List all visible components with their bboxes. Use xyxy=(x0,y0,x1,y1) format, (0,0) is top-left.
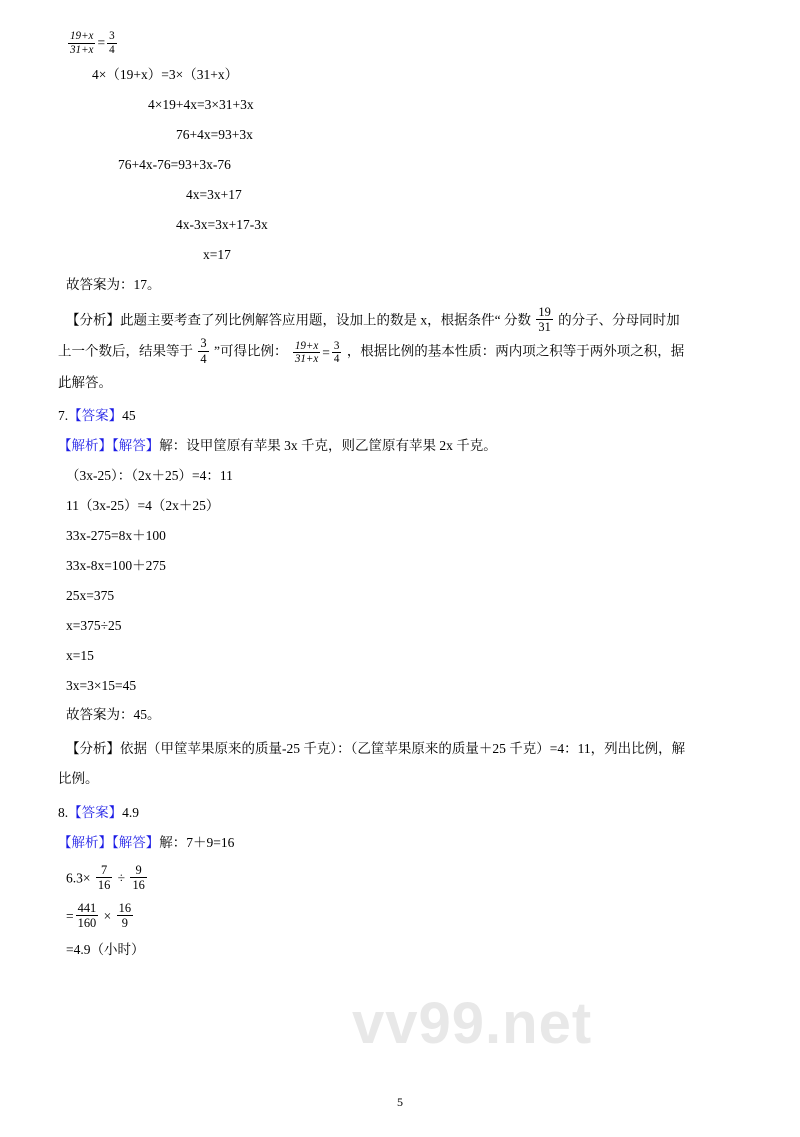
fraction-right: $\frac{3}{4}$ xyxy=(333,339,340,366)
item8-explain-line xyxy=(58,833,742,854)
proportion-equation xyxy=(58,30,742,56)
item7-explain-line xyxy=(58,436,742,457)
solution-step: 4x=3x+17 xyxy=(186,187,242,203)
item7-number: 7. xyxy=(58,408,69,424)
analysis-paragraph-2 xyxy=(58,336,742,366)
page-content xyxy=(58,30,742,961)
solution-step: 33x-275=8x＋100 xyxy=(66,527,166,543)
analysis-text-part5: ，根据比例的基本性质：两内项之积等于两外项之积，据 xyxy=(346,343,685,359)
analysis-text-part1: 此题主要考查了列比例解答应用题，设加上的数是 x，根据条件“ 分数 xyxy=(120,312,531,328)
fraction-19-31: $\frac{19}{31}$ xyxy=(538,304,551,335)
solution-step: 4x-3x=3x+17-3x xyxy=(176,217,268,233)
final-answer-line: 故答案为：17。 xyxy=(66,276,161,292)
solution-step: x=15 xyxy=(66,647,94,663)
analysis-label: 【分析】 xyxy=(66,741,120,757)
expression-operator: ÷ xyxy=(117,870,126,886)
item8-number: 8. xyxy=(58,804,69,820)
solution-step: 4×（19+x）=3×（31+x） xyxy=(92,67,239,83)
solve-text: 解：7＋9=16 xyxy=(159,834,235,850)
analysis-text: 依据（甲筐苹果原来的质量-25 千克）：（乙筐苹果原来的质量＋25 千克）=4：11，列出比例，解 xyxy=(120,741,686,757)
solve-label: 【解答】 xyxy=(112,834,160,850)
expression-prefix: 6.3× xyxy=(66,870,91,886)
analysis-paragraph-3: 此解答。 xyxy=(58,374,112,390)
fraction-3-4: $\frac{3}{4}$ xyxy=(200,336,207,366)
fraction-441-160: $\frac{441}{160}$ xyxy=(77,901,97,931)
item8-expression-line2 xyxy=(58,901,742,931)
answer-value: 4.9 xyxy=(122,804,139,820)
spacer xyxy=(58,795,742,803)
item7-analysis-2: 比例。 xyxy=(58,771,99,787)
answer-label: 【答案】 xyxy=(68,408,123,424)
analysis-proportion xyxy=(291,339,344,367)
solution-step: x=375÷25 xyxy=(66,617,122,633)
analysis-label: 【分析】 xyxy=(66,312,120,328)
answer-value: 45 xyxy=(122,408,136,424)
item8-expression-line1 xyxy=(58,863,742,893)
answer-label: 【答案】 xyxy=(68,804,123,820)
explain-label: 【解析】 xyxy=(58,834,112,850)
solution-step: 76+4x-76=93+3x-76 xyxy=(118,157,231,173)
solution-step: 4×19+4x=3×31+3x xyxy=(148,97,254,113)
fraction-right: $\frac{3}{4}$ xyxy=(109,30,115,56)
expression-prefix: = xyxy=(66,908,74,924)
item7-answer-line xyxy=(58,406,742,427)
page-number: 5 xyxy=(397,1095,403,1109)
fraction-16-9: $\frac{16}{9}$ xyxy=(118,901,132,931)
solution-step: x=17 xyxy=(203,246,231,262)
equals-sign: = xyxy=(97,35,106,51)
solve-text: 解：设甲筐原有苹果 3x 千克，则乙筐原有苹果 2x 千克。 xyxy=(159,438,497,454)
solution-step: 76+4x=93+3x xyxy=(176,127,253,143)
watermark: vv99.net xyxy=(352,991,593,1056)
fraction-left: $\frac{19+x}{31+x}$ xyxy=(70,30,94,56)
solution-step: 25x=375 xyxy=(66,587,115,603)
fraction-9-16: $\frac{9}{16}$ xyxy=(132,862,145,892)
final-answer-line: 故答案为：45。 xyxy=(66,707,161,723)
equals-sign: = xyxy=(322,344,330,360)
item8-expression-line3: =4.9（小时） xyxy=(66,941,145,957)
solution-step: 3x=3×15=45 xyxy=(66,677,137,693)
analysis-text-part2: 的分子、分母同时加 xyxy=(558,312,680,328)
explain-label: 【解析】 xyxy=(58,438,112,454)
fraction-7-16: $\frac{7}{16}$ xyxy=(97,862,111,892)
item7-analysis xyxy=(58,735,742,763)
solution-step: 33x-8x=100＋275 xyxy=(66,557,166,573)
analysis-text-part3: 上一个数后，结果等于 xyxy=(58,343,193,359)
analysis-paragraph xyxy=(58,305,742,335)
spacer xyxy=(58,398,742,406)
analysis-text-part4: ”可得比例： xyxy=(213,343,288,359)
solution-step: （3x-25）：（2x＋25）=4：11 xyxy=(66,468,233,484)
expression-operator: × xyxy=(103,908,112,924)
solution-step: 11（3x-25）=4（2x＋25） xyxy=(66,498,220,513)
fraction-left: $\frac{19+x}{31+x}$ xyxy=(294,339,319,366)
solve-label: 【解答】 xyxy=(112,438,160,454)
item8-answer-line xyxy=(58,803,742,824)
